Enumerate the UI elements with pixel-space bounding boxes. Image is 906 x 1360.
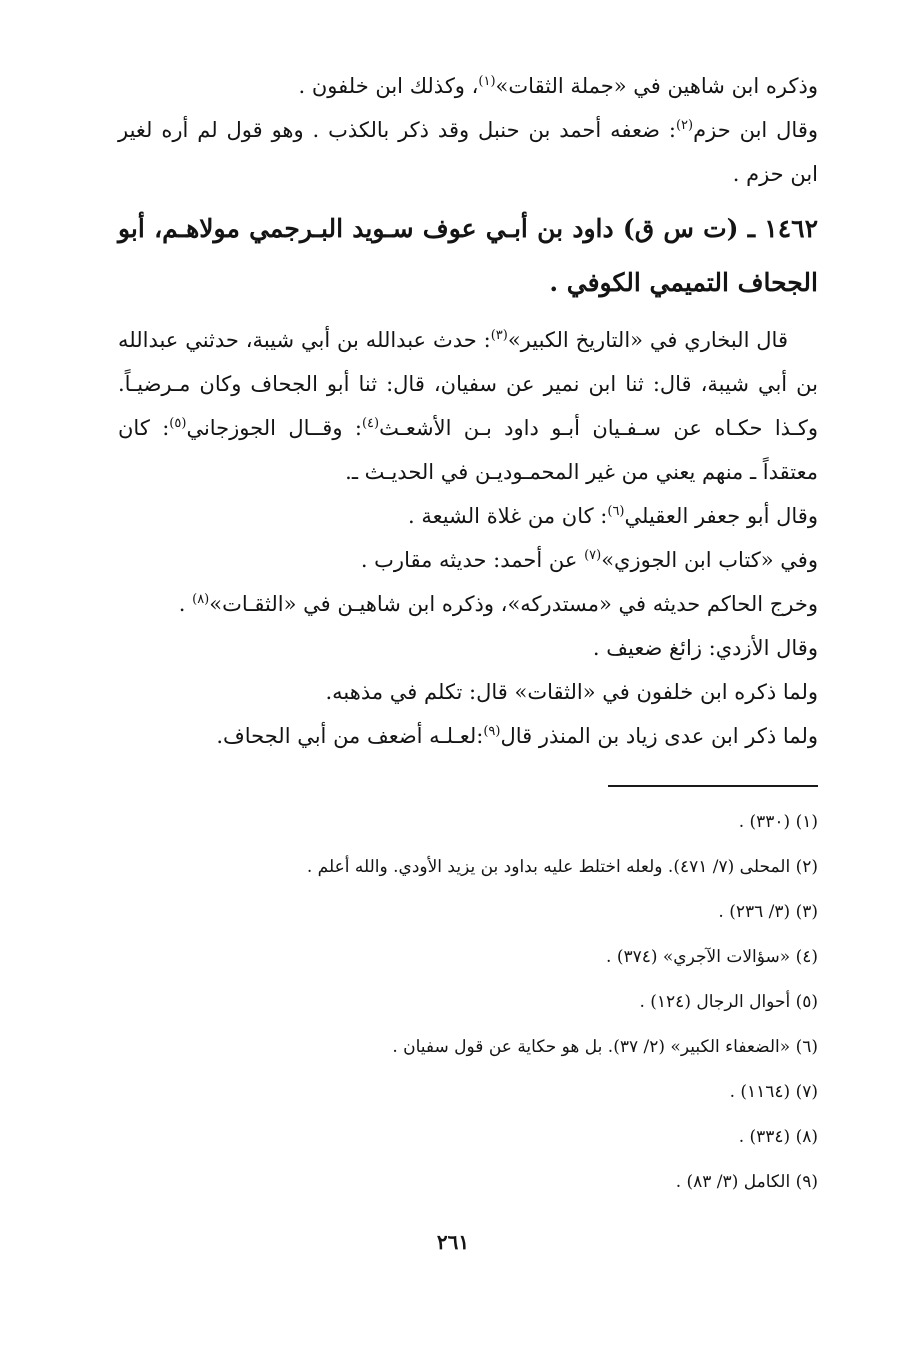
footnote-2: (٢) المحلى (٧/ ٤٧١). ولعله اختلط عليه بداود بن يزيد الأودي. والله أعلم . bbox=[306, 857, 818, 877]
footnote-marker-2: (٢) bbox=[675, 118, 694, 133]
footnote-marker-6: (٦) bbox=[607, 504, 625, 519]
paragraph-5-end: عن أحمد: حديثه مقارب . bbox=[360, 548, 585, 572]
paragraph-7: وقال الأزدي: زائغ ضعيف . bbox=[592, 636, 818, 660]
footnote-marker-1: (١) bbox=[478, 74, 496, 89]
paragraph-4 bbox=[118, 494, 818, 538]
page-number: ٢٦١ bbox=[436, 1230, 470, 1254]
footnote-separator bbox=[608, 785, 818, 787]
paragraph-2 bbox=[118, 108, 818, 196]
paragraph-3-middle: : حدث عبدالله بن أبي شيبة، حدثني عبدالله بن أبي شيبة، قال: ثنا ابن نمير عن سفيان، قال: ثنا أبو الجحاف وكان مـرضيـاً. وكـذا حكـاه عن سـفـيان أبـو داود بـن الأشعـث bbox=[118, 328, 818, 440]
paragraph-4-text: وقال أبو جعفر العقيلي bbox=[624, 504, 818, 528]
footnote-marker-8: (٨) bbox=[192, 592, 210, 607]
paragraph-1 bbox=[118, 64, 818, 108]
paragraph-3-middle-2: : وقــال الجوزجاني bbox=[186, 416, 362, 440]
footnotes-list bbox=[118, 800, 818, 1205]
paragraph-5-text: وفي «كتاب ابن الجوزي» bbox=[601, 548, 818, 572]
paragraph-3 bbox=[118, 318, 818, 494]
footnote-6: (٦) «الضعفاء الكبير» (٢/ ٣٧). بل هو حكاية عن قول سفيان . bbox=[392, 1037, 818, 1057]
footnote-7: (٧) (١١٦٤) . bbox=[729, 1082, 818, 1102]
footnote-4: (٤) «سؤالات الآجري» (٣٧٤) . bbox=[606, 947, 818, 967]
footnote-5: (٥) أحوال الرجال (١٢٤) . bbox=[639, 992, 818, 1012]
paragraph-1-end: ، وكذلك ابن خلفون . bbox=[298, 74, 479, 98]
paragraph-6 bbox=[118, 582, 818, 626]
footnote-1: (١) (٣٣٠) . bbox=[738, 812, 818, 832]
paragraph-6-end: . bbox=[178, 592, 193, 616]
paragraph-3-text: قال البخاري في «التاريخ الكبير» bbox=[507, 328, 788, 352]
paragraph-9-text: ولما ذكر ابن عدى زياد بن المنذر قال bbox=[500, 724, 818, 748]
paragraph-9 bbox=[118, 714, 818, 758]
paragraph-1-text: وذكره ابن شاهين في «جملة الثقات» bbox=[495, 74, 818, 98]
paragraph-5 bbox=[118, 538, 818, 582]
main-text bbox=[118, 64, 818, 758]
paragraph-3-end: : كان معتقداً ـ منهم يعني من غير المحمـوديـن في الحديـث ـ. bbox=[118, 416, 818, 484]
footnote-marker-4: (٤) bbox=[361, 416, 380, 431]
paragraph-8: ولما ذكره ابن خلفون في «الثقات» قال: تكلم في مذهبه. bbox=[325, 680, 818, 704]
footnote-marker-5: (٥) bbox=[169, 416, 187, 431]
paragraph-2-text: وقال ابن حزم bbox=[693, 118, 818, 142]
footnote-marker-3: (٣) bbox=[490, 328, 508, 343]
footnote-3: (٣) (٣/ ٢٣٦) . bbox=[718, 902, 818, 922]
paragraph-6-text: وخرج الحاكم حديثه في «مستدركه»، وذكره ابن شاهيـن في «الثقـات» bbox=[209, 592, 818, 616]
entry-heading: ١٤٦٢ ـ (ت س ق) داود بن أبـي عوف سـويد البـرجمي مولاهـم، أبو الجحاف التميمي الكوفي . bbox=[118, 214, 818, 297]
footnote-9: (٩) الكامل (٣/ ٨٣) . bbox=[675, 1172, 818, 1192]
footnote-marker-7: (٧) bbox=[584, 548, 602, 563]
paragraph-9-end: :لعـلـه أضعف من أبي الجحاف. bbox=[216, 724, 484, 748]
footnote-8: (٨) (٣٣٤) . bbox=[738, 1127, 818, 1147]
paragraph-2-end: : ضعفه أحمد بن حنبل وقد ذكر بالكذب . وهو قول لم أره لغير ابن حزم . bbox=[118, 118, 818, 186]
footnote-marker-9: (٩) bbox=[483, 724, 501, 739]
paragraph-4-end: : كان من غلاة الشيعة . bbox=[407, 504, 608, 528]
